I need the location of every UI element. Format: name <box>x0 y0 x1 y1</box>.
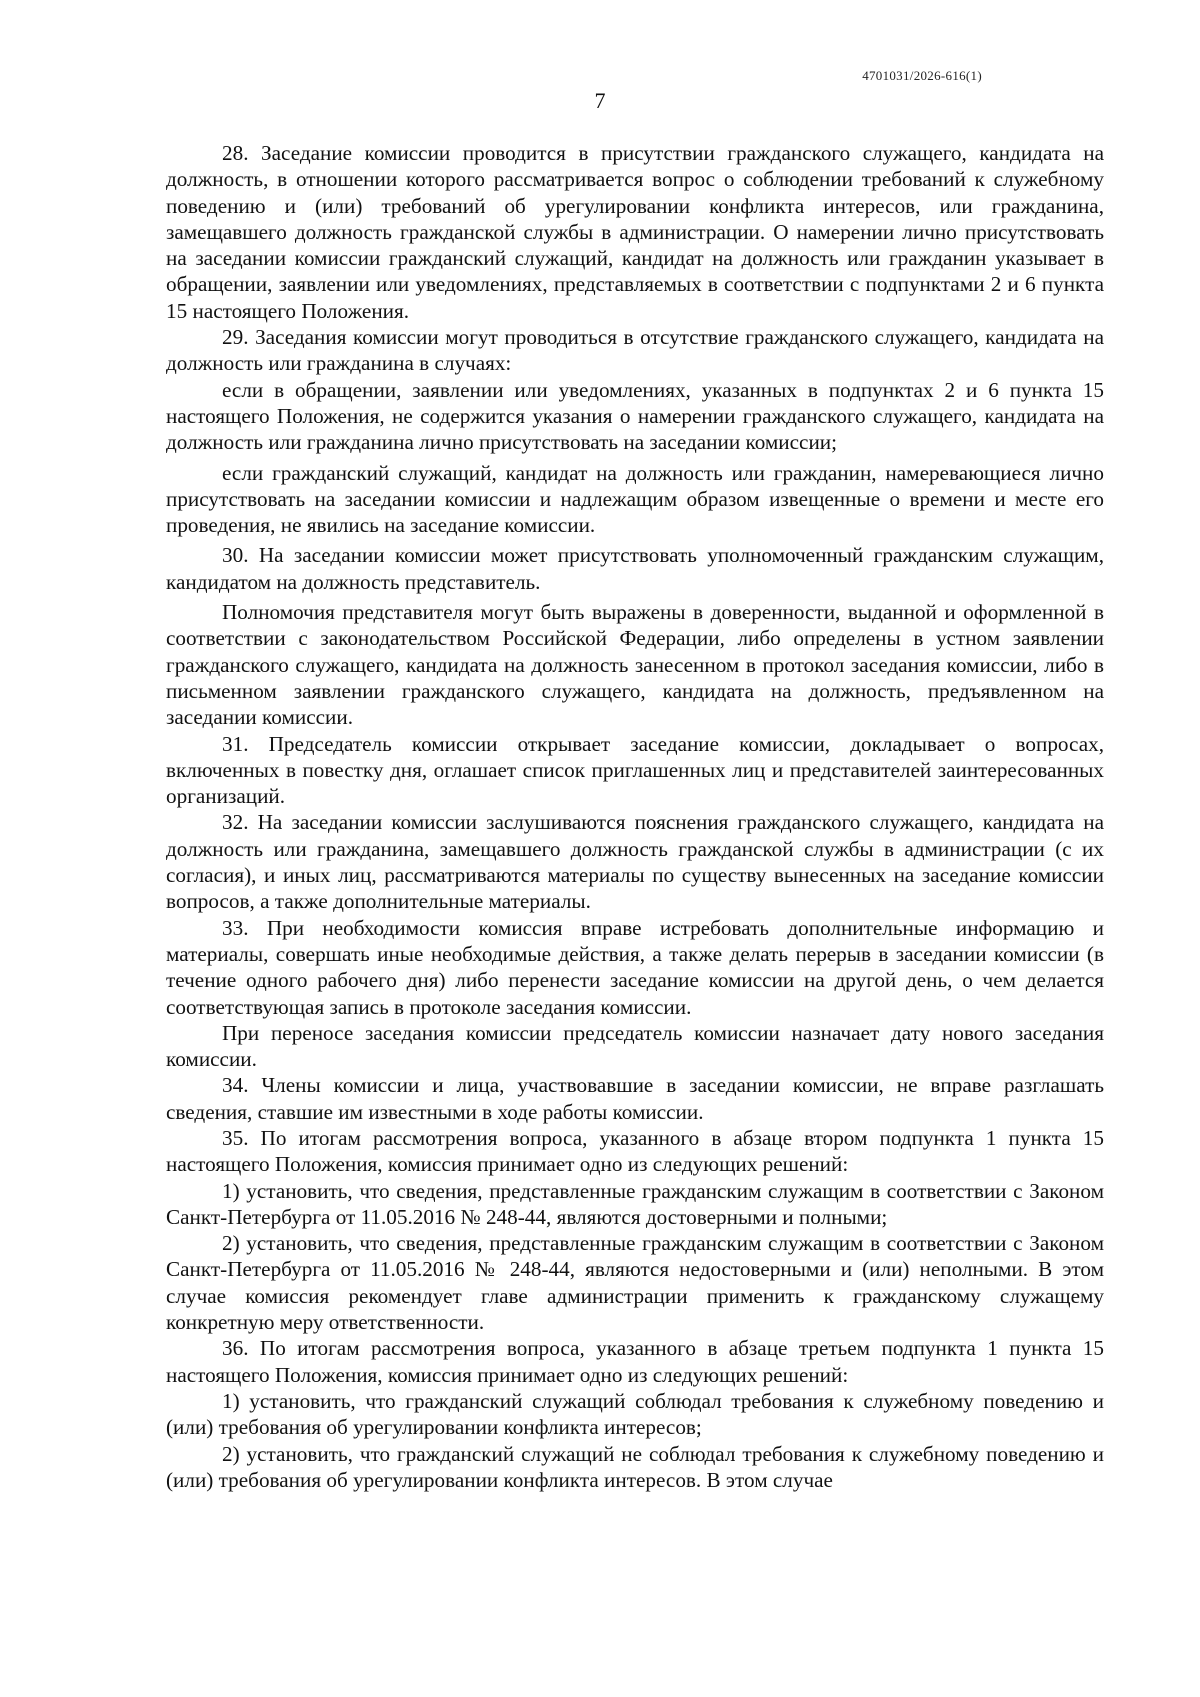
paragraph-36: 36. По итогам рассмотрения вопроса, указанного в абзаце третьем подпункта 1 пункта 15 настоящего Положения, комиссия принимает одно из следующих решений: <box>166 1336 1104 1387</box>
paragraph-33: 33. При необходимости комиссия вправе истребовать дополнительные информацию и материалы, совершать иные необходимые действия, а также делать перерыв в заседании комиссии (в течение одного рабочего дня) либо перенести заседание комиссии на другой день, о чем делается соответствующая запись в протоколе заседания комиссии. <box>166 915 1104 1019</box>
paragraph-31: 31. Председатель комиссии открывает заседание комиссии, докладывает о вопросах, включенных в повестку дня, оглашает список приглашенных лиц и представителей заинтересованных организаций. <box>166 731 1104 809</box>
paragraph-28: 28. Заседание комиссии проводится в присутствии гражданского служащего, кандидата на должность, в отношении которого рассматривается вопрос о соблюдении требований к служебному поведению и (или) требований об урегулировании конфликта интересов, или гражданина, замещавшего должность гражданской службы в администрации. О намерении лично присутствовать на заседании комиссии гражданский служащий, кандидат на должность или гражданин указывает в обращении, заявлении или уведомлениях, представляемых в соответствии с подпунктами 2 и 6 пункта 15 настоящего Положения. <box>166 141 1104 323</box>
paragraph-34: 34. Члены комиссии и лица, участвовавшие в заседании комиссии, не вправе разглашать сведения, ставшие им известными в ходе работы комиссии. <box>166 1073 1104 1124</box>
paragraph-30-representative-powers: Полномочия представителя могут быть выражены в доверенности, выданной и оформленной в соответствии с законодательством Российской Федерации, либо определены в устном заявлении гражданского служащего, кандидата на должность занесенном в протокол заседания комиссии, либо в письменном заявлении гражданского служащего, кандидата на должность, предъявленном на заседании комиссии. <box>166 600 1104 730</box>
paragraph-29-case-2: если гражданский служащий, кандидат на должность или гражданин, намеревающиеся лично присутствовать на заседании комиссии и надлежащим образом извещенные о времени и месте его проведения, не явились на заседание комиссии. <box>166 460 1104 538</box>
paragraph-35-decision-2: 2) установить, что сведения, представленные гражданским служащим в соответствии с Законом Санкт-Петербурга от 11.05.2016 № 248-44, являются недостоверными и (или) неполными. В этом случае комиссия рекомендует главе администрации применить к гражданскому служащему конкретную меру ответственности. <box>166 1231 1104 1335</box>
document-id: 4701031/2026-616(1) <box>862 68 982 83</box>
page-number: 7 <box>594 88 606 113</box>
paragraph-36-decision-2: 2) установить, что гражданский служащий не соблюдал требования к служебному поведению и (или) требования об урегулировании конфликта интересов. В этом случае <box>166 1441 1104 1492</box>
paragraph-29: 29. Заседания комиссии могут проводиться в отсутствие гражданского служащего, кандидата на должность или гражданина в случаях: <box>166 325 1104 376</box>
paragraph-30: 30. На заседании комиссии может присутствовать уполномоченный гражданским служащим, кандидатом на должность представитель. <box>166 543 1104 594</box>
paragraph-32: 32. На заседании комиссии заслушиваются пояснения гражданского служащего, кандидата на должность или гражданина, замещавшего должность гражданской службы в администрации (с их согласия), и иных лиц, рассматриваются материалы по существу вынесенных на заседание комиссии вопросов, а также дополнительные материалы. <box>166 810 1104 914</box>
paragraph-35-decision-1: 1) установить, что сведения, представленные гражданским служащим в соответствии с Законом Санкт-Петербурга от 11.05.2016 № 248-44, являются достоверными и полными; <box>166 1178 1104 1229</box>
document-body <box>166 140 1104 1493</box>
paragraph-33-postponement: При переносе заседания комиссии председатель комиссии назначает дату нового заседания комиссии. <box>166 1020 1104 1072</box>
paragraph-29-case-1: если в обращении, заявлении или уведомлениях, указанных в подпунктах 2 и 6 пункта 15 настоящего Положения, не содержится указания о намерении гражданского служащего, кандидата на должность или гражданина лично присутствовать на заседании комиссии; <box>166 377 1104 455</box>
paragraph-36-decision-1: 1) установить, что гражданский служащий соблюдал требования к служебному поведению и (или) требования об урегулировании конфликта интересов; <box>166 1388 1104 1440</box>
paragraph-35: 35. По итогам рассмотрения вопроса, указанного в абзаце втором подпункта 1 пункта 15 настоящего Положения, комиссия принимает одно из следующих решений: <box>166 1125 1104 1177</box>
